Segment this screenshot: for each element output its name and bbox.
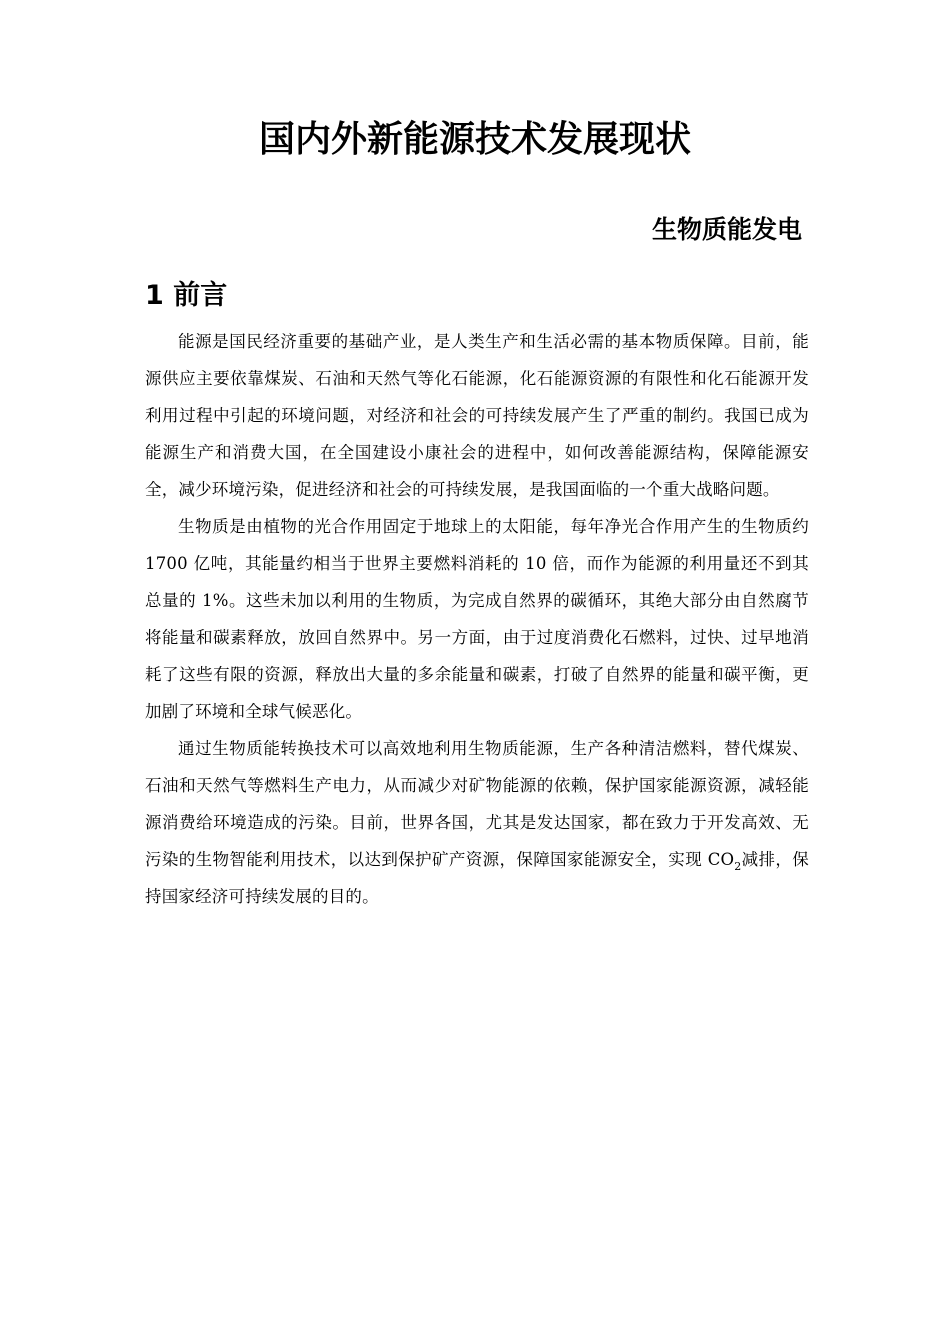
section-heading-text: 前言 (173, 280, 228, 311)
paragraph-3-text-before: 通过生物质能转换技术可以高效地利用生物质能源，生产各种清洁燃料，替代煤炭、石油和天然气等燃料生产电力，从而减少对矿物能源的依赖，保护国家能源资源，减轻能源消费给环境造成的污染。目前，世界各国，尤其是发达国家，都在致力于开发高效、无污染的生物智能利用技术，以达到保护矿产资源，保障国家能源安全，实现 CO (145, 739, 809, 869)
paragraph-3-text-after: 减排，保持国家经济可持续发展的目的。 (145, 850, 809, 906)
paragraph-2: 生物质是由植物的光合作用固定于地球上的太阳能，每年净光合作用产生的生物质约 1700 亿吨，其能量约相当于世界主要燃料消耗的 10 倍，而作为能源的利用量还不到其总量的 1%。这些未加以利用的生物质，为完成自然界的碳循环，其绝大部分由自然腐节将能量和碳素释放，放回自然界中。另一方面，由于过度消费化石燃料，过快、过早地消耗了这些有限的资源，释放出大量的多余能量和碳素，打破了自然界的能量和碳平衡，更加剧了环境和全球气候恶化。 (145, 517, 809, 721)
paragraph-3 (145, 730, 809, 915)
paragraph-1: 能源是国民经济重要的基础产业，是人类生产和生活必需的基本物质保障。目前，能源供应主要依靠煤炭、石油和天然气等化石能源，化石能源资源的有限性和化石能源开发利用过程中引起的环境问题，对经济和社会的可持续发展产生了严重的制约。我国已成为能源生产和消费大国，在全国建设小康社会的进程中，如何改善能源结构，保障能源安全，减少环境污染，促进经济和社会的可持续发展，是我国面临的一个重大战略问题。 (145, 332, 809, 499)
body-text (145, 323, 809, 915)
document-title: 国内外新能源技术发展现状 (258, 119, 691, 160)
document-subtitle: 生物质能发电 (651, 215, 802, 244)
co2-subscript: 2 (734, 860, 742, 873)
section-number: 1 (145, 280, 164, 311)
section-heading (145, 274, 227, 318)
